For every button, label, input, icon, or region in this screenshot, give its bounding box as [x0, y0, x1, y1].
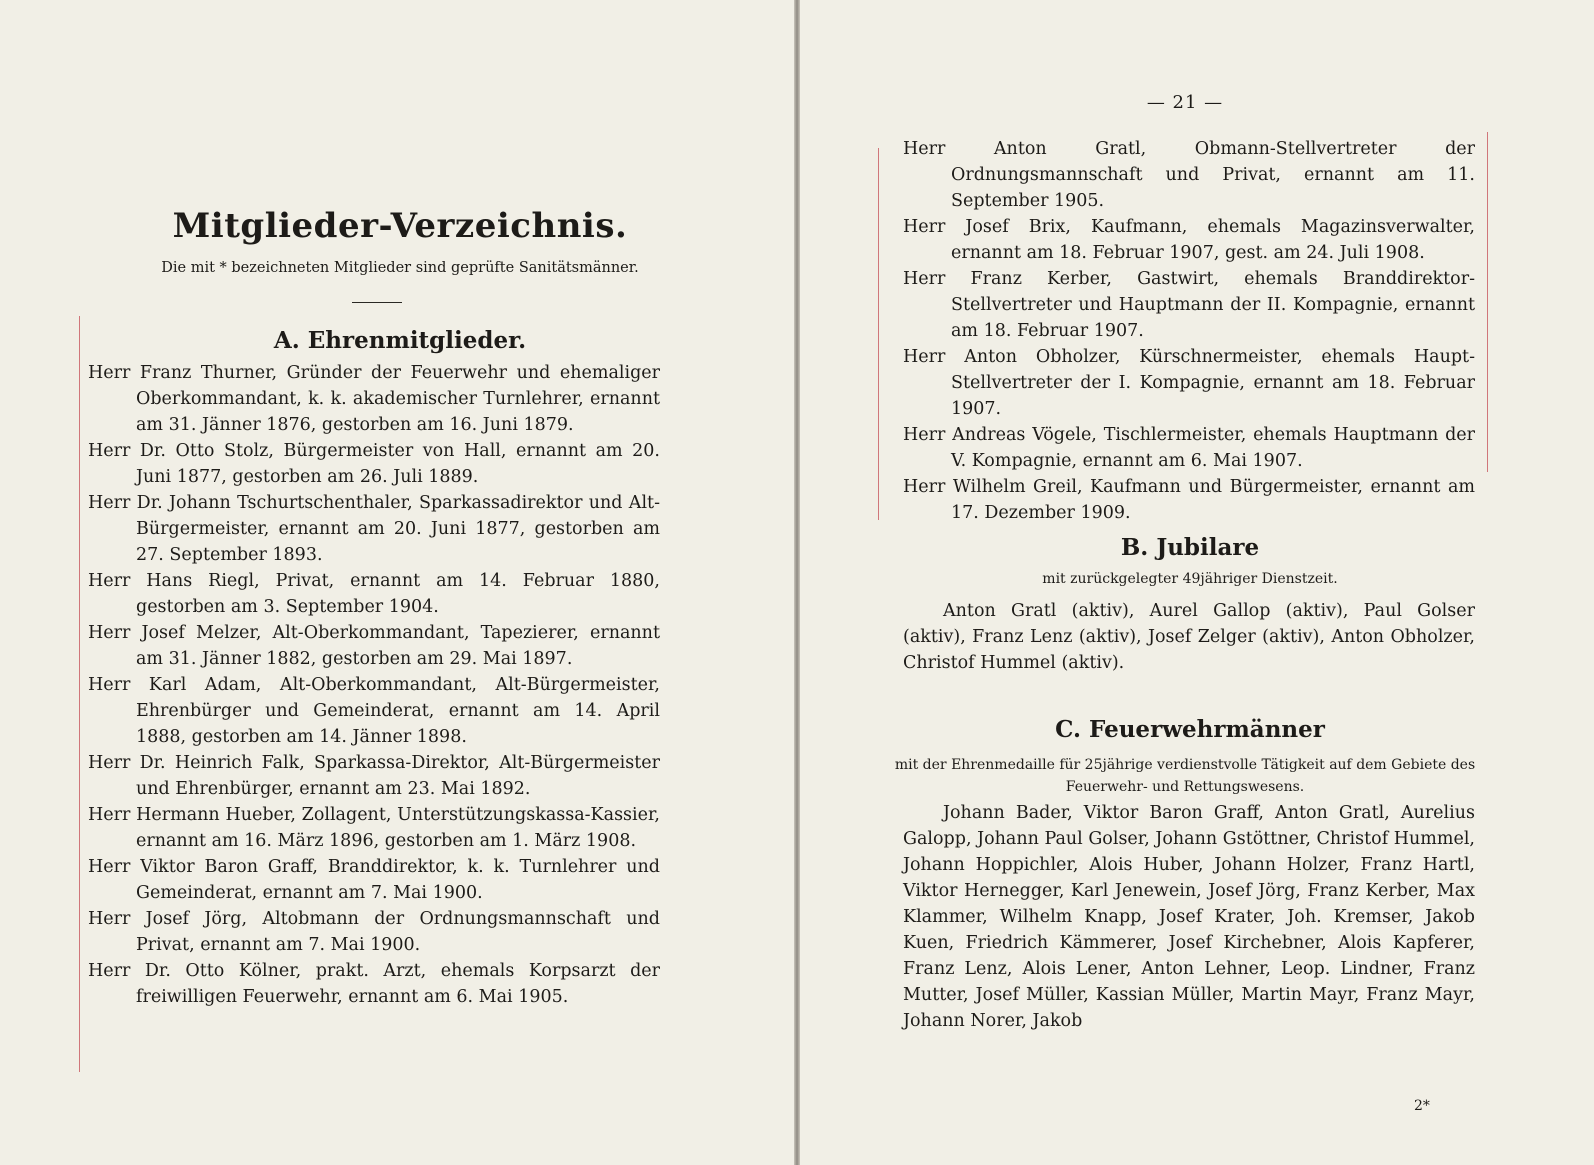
list-item: Herr Dr. Otto Kölner, prakt. Arzt, ehemals Korpsarzt der freiwilligen Feuerwehr, ernannt am 6. Mai 1905.: [88, 961, 660, 1007]
page-number: — 21 —: [1146, 92, 1224, 113]
list-item: Herr Franz Kerber, Gastwirt, ehemals Branddirektor-Stellvertreter und Hauptmann der II. Kompagnie, ernannt am 18. Februar 1907.: [903, 269, 1475, 341]
section-b-note: mit zurückgelegter 49jähriger Dienstzeit.: [1042, 571, 1338, 587]
margin-mark: [878, 148, 879, 520]
section-b-heading: B. Jubilare: [1120, 534, 1260, 561]
list-item: Herr Dr. Johann Tschurtschenthaler, Sparkassadirektor und Alt-Bürgermeister, ernannt am 20. Juni 1877, gestorben am 27. September 1893.: [88, 493, 660, 565]
page-subtitle: Die mit * bezeichneten Mitglieder sind geprüfte Sanitätsmänner.: [161, 260, 639, 276]
honorary-members-list-continued: [903, 136, 1475, 526]
list-item: Herr Josef Brix, Kaufmann, ehemals Magazinsverwalter, ernannt am 18. Februar 1907, gest. am 24. Juli 1908.: [903, 217, 1475, 263]
list-item: Herr Dr. Heinrich Falk, Sparkassa-Direktor, Alt-Bürgermeister und Ehrenbürger, ernannt am 23. Mai 1892.: [88, 753, 660, 799]
list-item: Herr Anton Gratl, Obmann-Stellvertreter der Ordnungsmannschaft und Privat, ernannt am 11. September 1905.: [903, 139, 1475, 211]
list-item: Herr Andreas Vögele, Tischlermeister, ehemals Hauptmann der V. Kompagnie, ernannt am 6. Mai 1907.: [903, 425, 1475, 471]
list-item: Herr Hans Riegl, Privat, ernannt am 14. Februar 1880, gestorben am 3. September 1904.: [88, 571, 660, 617]
list-item: Herr Franz Thurner, Gründer der Feuerwehr und ehemaliger Oberkommandant, k. k. akademischer Turnlehrer, ernannt am 31. Jänner 1876, gestorben am 16. Juni 1879.: [88, 363, 660, 435]
printer-signature-mark: 2*: [1414, 1098, 1430, 1114]
section-c-text: Johann Bader, Viktor Baron Graff, Anton Gratl, Aurelius Galopp, Johann Paul Golser, Johann Gstöttner, Christof Hummel, Johann Hoppichler, Alois Huber, Johann Holzer, Franz Hartl, Viktor Hernegger, Karl Jenewein, Josef Jörg, Franz Kerber, Max Klammer, Wilhelm Knapp, Josef Krater, Joh. Kremser, Jakob Kuen, Friedrich Kämmerer, Josef Kirchebner, Alois Kapferer, Franz Lenz, Alois Lener, Anton Lehner, Leop. Lindner, Franz Mutter, Josef Müller, Kassian Müller, Martin Mayr, Franz Mayr, Johann Norer, Jakob: [903, 803, 1475, 1031]
list-item: Herr Dr. Otto Stolz, Bürgermeister von Hall, ernannt am 20. Juni 1877, gestorben am 26. Juli 1889.: [88, 441, 660, 487]
section-c-heading: C. Feuerwehrmänner: [1055, 716, 1325, 743]
section-c-note: mit der Ehrenmedaille für 25jährige verdienstvolle Tätigkeit auf dem Gebiete des Feuerwehr- und Rettungswesens.: [894, 757, 1476, 795]
section-b-text: Anton Gratl (aktiv), Aurel Gallop (aktiv), Paul Golser (aktiv), Franz Lenz (aktiv), Josef Zelger (aktiv), Anton Obholzer, Christof Hummel (aktiv).: [903, 601, 1475, 673]
list-item: Herr Wilhelm Greil, Kaufmann und Bürgermeister, ernannt am 17. Dezember 1909.: [903, 477, 1475, 523]
margin-mark: [1487, 132, 1488, 472]
page-title: Mitglieder-Verzeichnis.: [172, 206, 628, 246]
honorary-members-list: [88, 360, 660, 1010]
title-divider: [352, 302, 402, 303]
section-a-heading: A. Ehrenmitglieder.: [273, 327, 527, 354]
list-item: Herr Anton Obholzer, Kürschnermeister, ehemals Haupt-Stellvertreter der I. Kompagnie, ernannt am 18. Februar 1907.: [903, 347, 1475, 419]
list-item: Herr Viktor Baron Graff, Branddirektor, k. k. Turnlehrer und Gemeinderat, ernannt am 7. Mai 1900.: [88, 857, 660, 903]
list-item: Herr Josef Melzer, Alt-Oberkommandant, Tapezierer, ernannt am 31. Jänner 1882, gestorben am 29. Mai 1897.: [88, 623, 660, 669]
list-item: Herr Josef Jörg, Altobmann der Ordnungsmannschaft und Privat, ernannt am 7. Mai 1900.: [88, 909, 660, 955]
list-item: Herr Karl Adam, Alt-Oberkommandant, Alt-Bürgermeister, Ehrenbürger und Gemeinderat, ernannt am 14. April 1888, gestorben am 14. Jänner 1898.: [88, 675, 660, 747]
list-item: Herr Hermann Hueber, Zollagent, Unterstützungskassa-Kassier, ernannt am 16. März 1896, gestorben am 1. März 1908.: [88, 805, 660, 851]
margin-mark: [79, 316, 80, 1072]
